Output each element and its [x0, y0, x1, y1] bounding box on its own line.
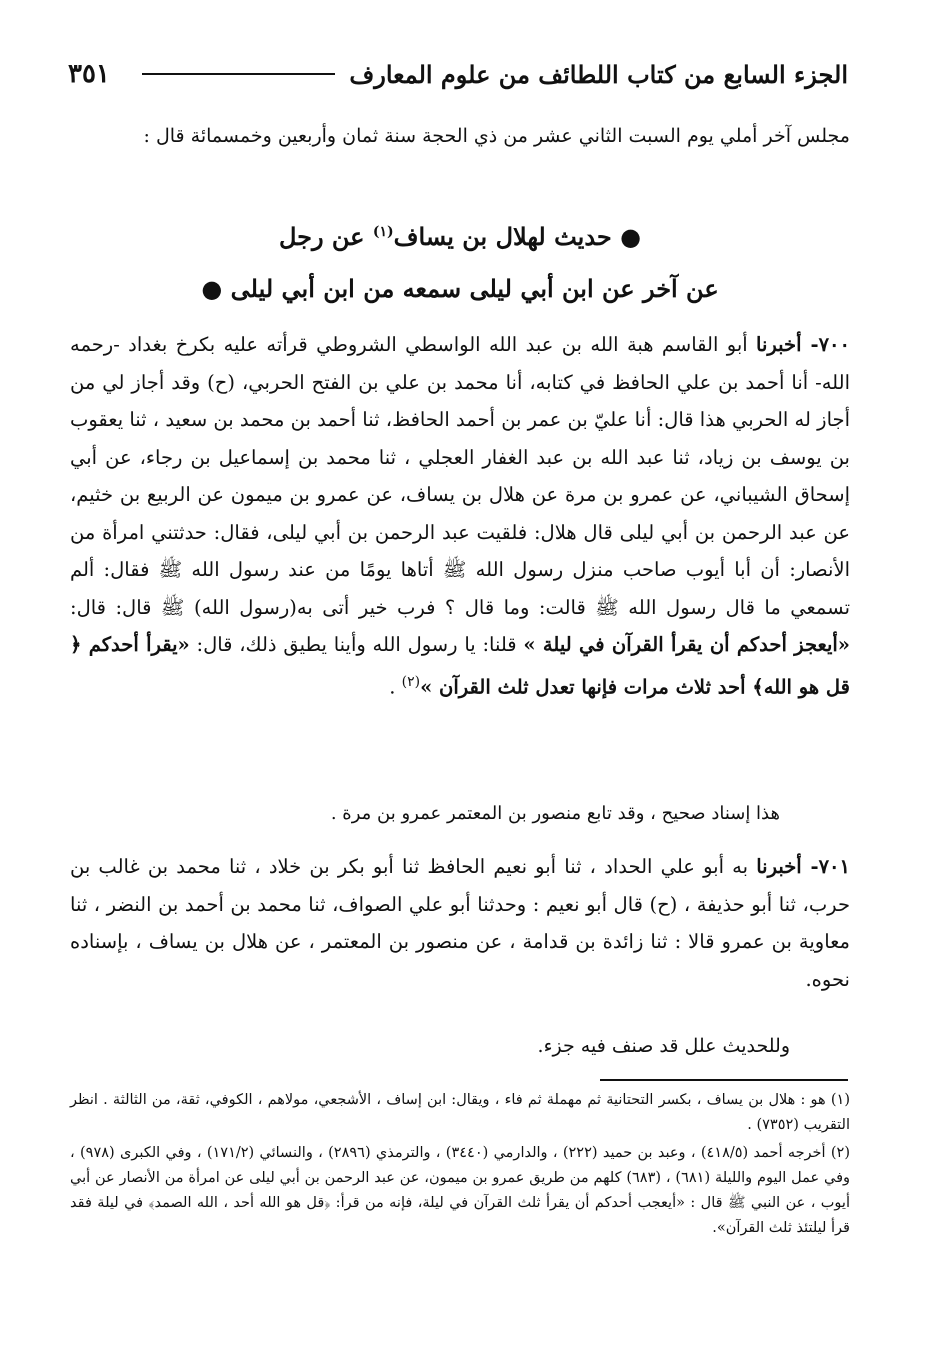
chapter-heading-line1: ● حديث لهلال بن يساف$^{(١)}$ عن رجل [278, 222, 642, 251]
isnad-grade-note: هذا إسناد صحيح ، وقد تابع منصور بن المعتمر عمرو بن مرة . [330, 803, 780, 824]
hadith-700-paragraph: ٧٠٠- أخبرنا أبو القاسم هبة الله بن عبد الله الواسطي الشروطي قرأته عليه بكرخ بغداد -رحمه الله- أنا أحمد بن علي الحافظ في كتابه، أنا محمد بن علي بن الفتح الحربي، (ح) وقد أجاز لي من أجاز له الحربي هذا قال: أنا عليّ بن عمر بن أحمد الحافظ، ثنا أحمد بن محمد بن سعيد ، ثنا يعقوب بن يوسف بن زياد، ثنا عبد الله بن عبد الغفار العجلي ، ثنا محمد بن إسماعيل بن رجاء، عن أبي إسحاق الشيباني، عن عمرو بن مرة عن هلال بن يساف، عن عمرو بن ميمون عن الربيع بن خثيم، عن عبد الرحمن بن أبي ليلى قال هلال: فلقيت عبد الرحمن بن أبي ليلى، فقال: حدثتني امرأة من الأنصار: أن أبا أيوب صاحب منزل رسول الله ﷺ أتاها يومًا من عند رسول الله ﷺ فقال: ألم تسمعي ما قال رسول الله ﷺ قالت: وما قال ؟ فرب خير أتى به(رسول الله) ﷺ قال: قال: «أيعجز أحدكم أن يقرأ القرآن في ليلة » قلنا: يا رسول الله وأينا يطيق ذلك، قال: «يقرأ أحدكم ﴿ قل هو الله﴾ أحد ثلاث مرات فإنها تعدل ثلث القرآن »$^{(٢)}$ . [70, 333, 850, 698]
running-title: الجزء السابع من كتاب اللطائف من علوم المعارف [349, 59, 848, 89]
footnote-ref-2: (٢) [401, 673, 421, 690]
page-number: ٣٥١ [68, 59, 110, 89]
footnotes [70, 1088, 850, 1244]
hadith-701-paragraph [70, 848, 850, 998]
hadith-701-number: ٧٠١- أخبرنا [756, 855, 850, 878]
footnote-2: (٢) أخرجه أحمد (٤١٨/٥) ، وعبد بن حميد (٢٢٢) ، والدارمي (٣٤٤٠) ، والترمذي (٢٨٩٦) ، والنسائي (١٧١/٢) ، وفي الكبرى (٩٧٨) ، وفي عمل اليوم والليلة (٦٨١) ، (٦٨٣) كلهم من طريق عمرو بن ميمون، عن عبد الرحمن بن أبي ليلى عن امرأة من الأنصار عن أبي أيوب ، عن النبي ﷺ قال : «أيعجب أحدكم أن يقرأ ثلث القرآن في ليلة، فإنه من قرأ: ﴿قل هو الله أحد ، الله الصمد﴾ في ليلة فقد قرأ ليلتئذ ثلث القرآن». [70, 1145, 851, 1236]
header-rule [142, 73, 335, 75]
footnote-1: (١) هو : هلال بن يساف ، بكسر التحتانية ثم مهملة ثم فاء ، ويقال: ابن إساف ، الأشجعي، مولاهم ، الكوفي، ثقة، من الثالثة . انظر التقريب (٧٣٥٢) . [70, 1092, 850, 1133]
hadith-701-text: به أبو علي الحداد ، ثنا أبو نعيم الحافظ ثنا أبو بكر بن خلاد ، ثنا محمد بن غالب بن حرب، ثنا أبو حذيفة ، (ح) قال أبو نعيم : وحدثنا أبو علي الصواف، ثنا محمد بن أحمد بن النضر ، ثنا معاوية بن عمرو قالا : ثنا زائدة بن قدامة ، عن منصور بن المعتمر ، عن هلال بن يساف ، بإسناده نحوه. [70, 855, 850, 991]
footnote-ref-1: (١) [372, 224, 394, 240]
hadith-700-quote-1: «أيعجز أحدكم أن يقرأ القرآن في ليلة » [523, 633, 850, 656]
hadith-700-quote-2: «يقرأ أحدكم ﴿ قل هو الله﴾ أحد ثلاث مرات فإنها تعدل ثلث القرآن » [70, 633, 850, 698]
session-intro: مجلس آخر أملي يوم السبت الثاني عشر من ذي الحجة سنة ثمان وأربعين وخمسمائة قال : [143, 125, 850, 147]
footnote-separator [600, 1079, 848, 1081]
running-header [68, 52, 848, 96]
chapter-heading-line2: عن آخر عن ابن أبي ليلى سمعه من ابن أبي ليلى ● [201, 274, 719, 303]
hadith-700-number: ٧٠٠- أخبرنا [756, 333, 850, 356]
hadith-700-middle: قلنا: يا رسول الله وأينا يطيق ذلك، قال: [189, 633, 524, 656]
hadith-700-text: أبو القاسم هبة الله بن عبد الله الواسطي الشروطي قرأته عليه بكرخ بغداد -رحمه الله- أنا أحمد بن علي الحافظ في كتابه، أنا محمد بن علي بن الفتح الحربي، (ح) وقد أجاز لي من أجاز له الحربي هذا قال: أنا عليّ بن عمر بن أحمد الحافظ، ثنا أحمد بن محمد بن سعيد ، ثنا يعقوب بن يوسف بن زياد، ثنا عبد الله بن عبد الغفار العجلي ، ثنا محمد بن إسماعيل بن رجاء، عن أبي إسحاق الشيباني، عن عمرو بن مرة عن هلال بن يساف، عن عمرو بن ميمون عن الربيع بن خثيم، عن عبد الرحمن بن أبي ليلى قال هلال: فلقيت عبد الرحمن بن أبي ليلى، فقال: حدثتني امرأة من الأنصار: أن أبا أيوب صاحب منزل رسول الله ﷺ أتاها يومًا من عند رسول الله ﷺ فقال: ألم تسمعي ما قال رسول الله ﷺ قالت: وما قال ؟ فرب خير أتى به(رسول الله) ﷺ قال: قال: [70, 333, 850, 619]
illah-note: وللحديث علل قد صنف فيه جزء. [537, 1035, 790, 1057]
